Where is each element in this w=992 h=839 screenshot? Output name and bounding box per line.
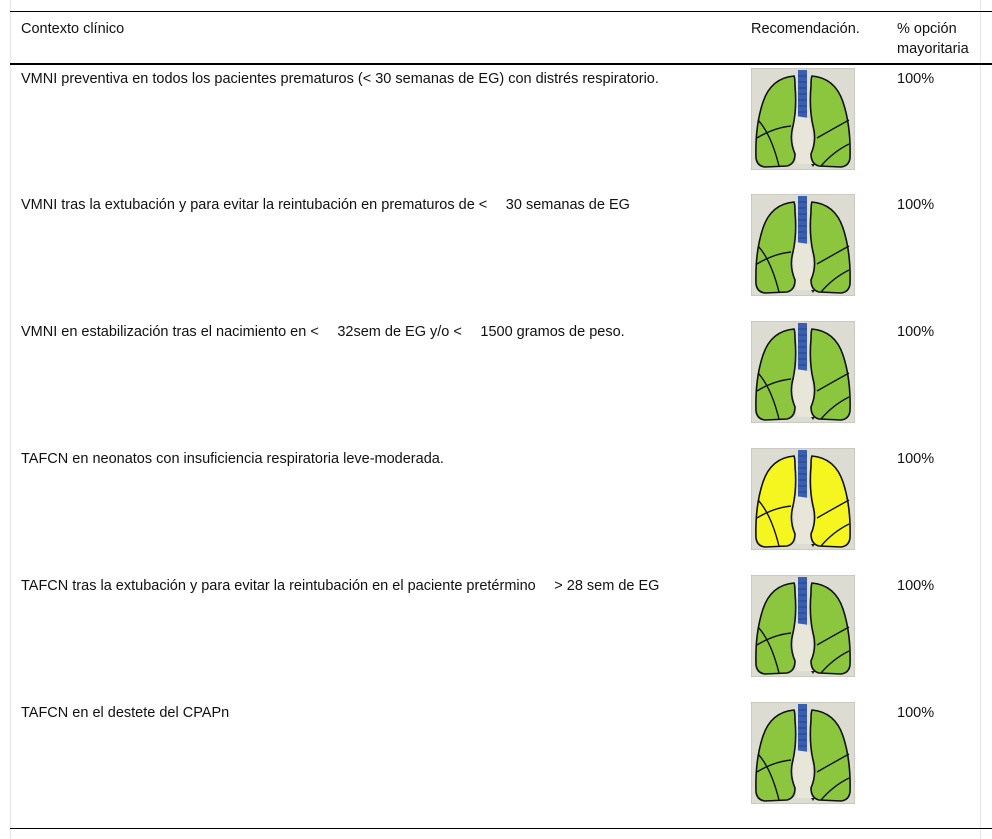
- recommendation-cell: [751, 64, 897, 191]
- table-row: [10, 445, 992, 572]
- header-context: Contexto clínico: [21, 21, 125, 37]
- majority-cell: 100%: [897, 70, 935, 87]
- recommendation-cell: [751, 445, 897, 572]
- context-cell: TAFCN tras la extubación y para evitar la reintubación en el paciente pretérmino > 28 sem de EG: [21, 577, 660, 594]
- context-cell: VMNI en estabilización tras el nacimiento en < 32sem de EG y/o < 1500 gramos de peso.: [21, 323, 625, 340]
- context-cell: VMNI preventiva en todos los pacientes prematuros (< 30 semanas de EG) con distrés respiratorio.: [21, 70, 659, 87]
- header-majority: % opción mayoritaria: [897, 21, 969, 57]
- table-row: [10, 191, 992, 318]
- recommendation-cell: [751, 318, 897, 445]
- majority-cell: 100%: [897, 704, 935, 721]
- table-row: [10, 318, 992, 445]
- lungs-green-icon: [751, 194, 855, 296]
- lungs-yellow-icon: [751, 448, 855, 550]
- majority-cell: 100%: [897, 450, 935, 467]
- recommendation-cell: [751, 191, 897, 318]
- context-cell: TAFCN en el destete del CPAPn: [21, 704, 230, 721]
- recommendations-table: [10, 11, 992, 829]
- majority-cell: 100%: [897, 577, 935, 594]
- context-cell: VMNI tras la extubación y para evitar la reintubación en prematuros de < 30 semanas de EG: [21, 196, 630, 213]
- recommendation-cell: [751, 699, 897, 829]
- majority-cell: 100%: [897, 196, 935, 213]
- lungs-green-icon: [751, 68, 855, 170]
- table-row: [10, 572, 992, 699]
- recommendation-cell: [751, 572, 897, 699]
- header-recommendation: Recomendación.: [751, 21, 860, 37]
- table-row: [10, 699, 992, 829]
- majority-cell: 100%: [897, 323, 935, 340]
- context-cell: TAFCN en neonatos con insuficiencia respiratoria leve-moderada.: [21, 450, 444, 467]
- lungs-green-icon: [751, 321, 855, 423]
- table-row: [10, 64, 992, 191]
- lungs-green-icon: [751, 575, 855, 677]
- table-header-row: [10, 12, 992, 64]
- lungs-green-icon: [751, 702, 855, 804]
